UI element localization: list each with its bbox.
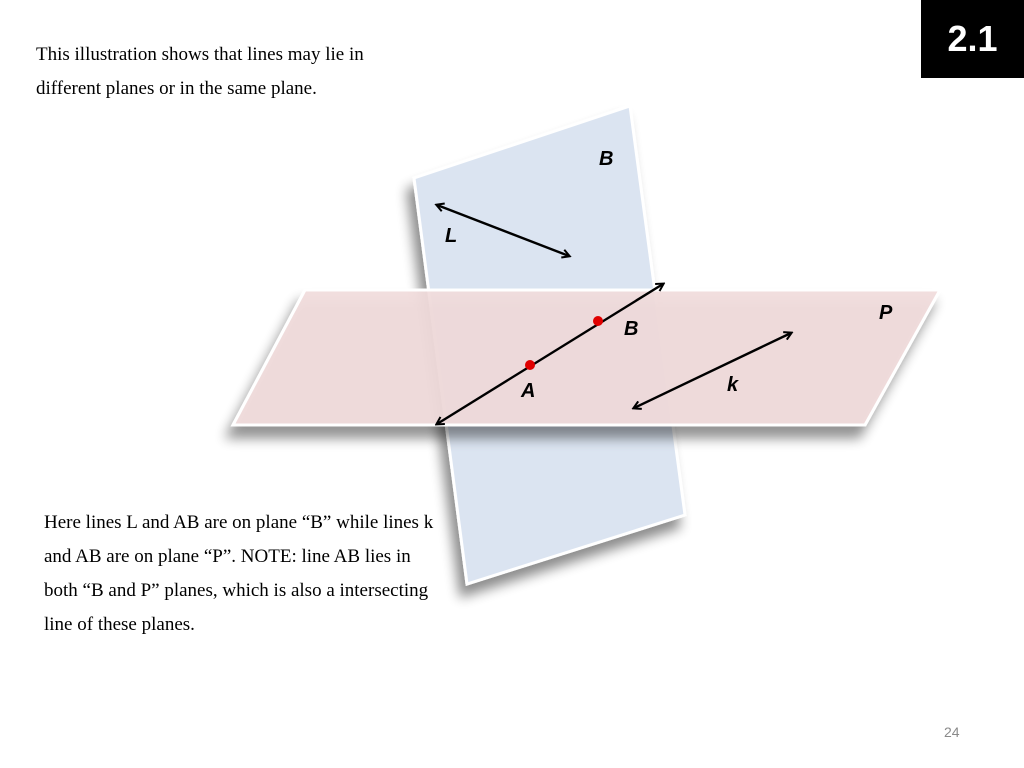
line-l-label: L xyxy=(445,225,458,247)
page-number: 24 xyxy=(944,724,960,740)
line-k-label: k xyxy=(727,374,739,396)
plane-b-label: B xyxy=(599,148,614,170)
point-b-label: B xyxy=(624,318,639,340)
plane-p-horizontal xyxy=(233,290,940,425)
plane-p-label: P xyxy=(879,302,893,324)
explanation-text: Here lines L and AB are on plane “B” while lines k and AB are on plane “P”. NOTE: line AB lies in both “B and P” planes, which is also a intersecting line of these planes. xyxy=(44,512,434,635)
point-b xyxy=(593,316,603,326)
intro-text: This illustration shows that lines may lie in different planes or in the same plane. xyxy=(36,44,364,99)
section-number-badge: 2.1 xyxy=(921,0,1024,78)
point-a xyxy=(525,360,535,370)
point-a-label: A xyxy=(521,380,536,402)
